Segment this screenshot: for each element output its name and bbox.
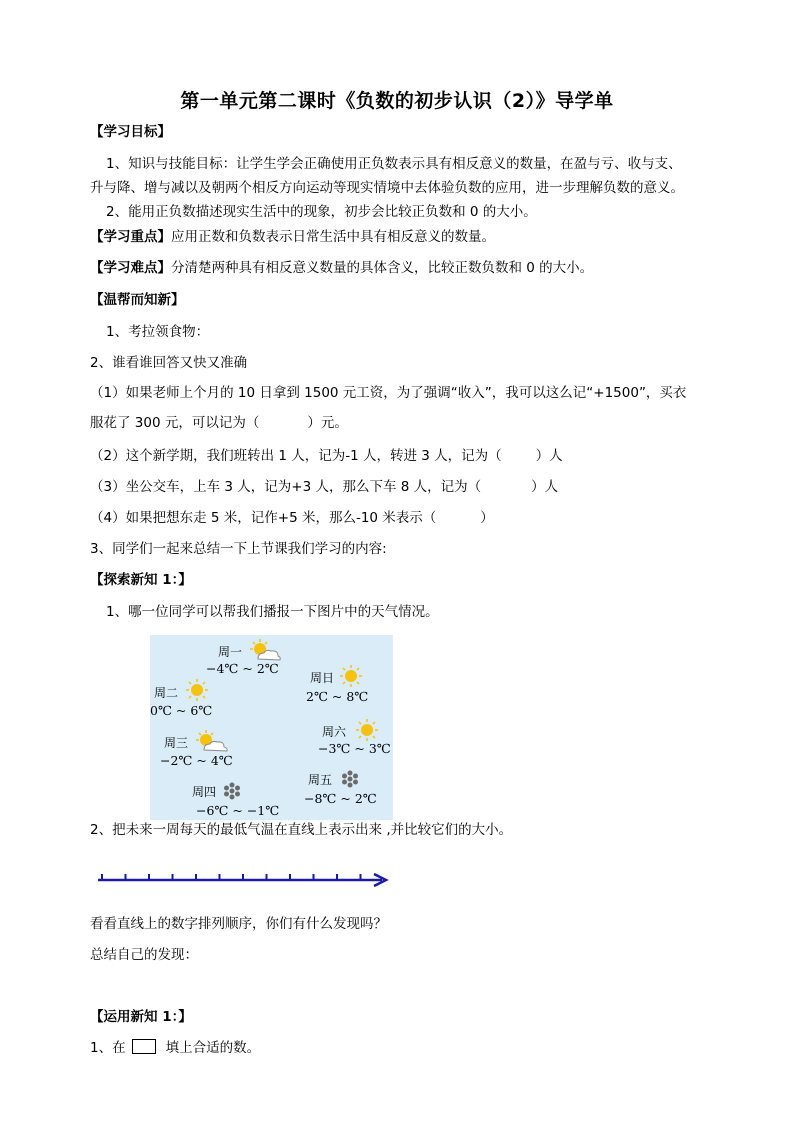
snowflake-icon — [340, 769, 360, 789]
explore-heading: 【探索新知 1：】 — [90, 572, 192, 588]
answer-box[interactable] — [132, 1039, 156, 1054]
q2-1-text-b: ）元。 — [307, 415, 348, 431]
weather-picture — [150, 635, 393, 820]
explore-observe: 看看直线上的数字排列顺序，你们有什么发现吗？ — [90, 916, 387, 932]
sun-icon — [186, 679, 208, 701]
sun-cloud-icon — [194, 730, 230, 754]
q2-3-text-b: ）人 — [531, 479, 559, 495]
review-q2: 2、谁看谁回答又快又准确 — [90, 355, 248, 371]
page-title: 第一单元第二课时《负数的初步认识（2）》导学单 — [180, 90, 614, 112]
explore-summary: 总结自己的发现： — [90, 947, 198, 963]
key-point-heading: 【学习重点】 — [90, 229, 171, 245]
weather-temp: −3℃ ~ 3℃ — [318, 741, 391, 756]
apply-heading: 【运用新知 1：】 — [90, 1009, 192, 1025]
review-q2-2 — [90, 446, 563, 466]
apply-q1-text-b: 填上合适的数。 — [165, 1040, 261, 1056]
weather-day: 周二 — [154, 686, 179, 700]
goal-1-line-2: 升与降、增与减以及朝两个相反方向运动等现实情境中去体验负数的应用，进一步理解负数的意义。 — [90, 180, 684, 196]
snowflake-icon — [222, 781, 242, 801]
sun-cloud-icon — [248, 639, 282, 663]
weather-day: 周三 — [164, 736, 189, 750]
explore-q1: 1、哪一位同学可以帮我们播报一下图片中的天气情况。 — [106, 604, 439, 620]
goals-heading: 【学习目标】 — [90, 124, 171, 140]
sun-icon — [340, 665, 362, 687]
explore-q2: 2、把未来一周每天的最低气温在直线上表示出来 ,并比较它们的大小。 — [90, 822, 513, 838]
difficulty-heading: 【学习难点】 — [90, 260, 171, 276]
review-q3: 3、同学们一起来总结一下上节课我们学习的内容: — [90, 541, 387, 557]
review-q1: 1、考拉领食物： — [106, 324, 210, 340]
difficulty — [90, 258, 593, 278]
weather-temp: −2℃ ~ 4℃ — [160, 753, 233, 768]
goal-2: 2、能用正负数描述现实生活中的现象，初步会比较正负数和 0 的大小。 — [106, 204, 537, 220]
review-q2-4 — [90, 508, 494, 528]
weather-temp: −8℃ ~ 2℃ — [304, 791, 377, 806]
key-point-text: 应用正数和负数表示日常生活中具有相反意义的数量。 — [171, 229, 495, 245]
weather-day: 周四 — [192, 785, 217, 799]
q2-2-text-a: （2）这个新学期，我们班转出 1 人，记为-1 人，转进 3 人，记为（ — [90, 448, 502, 464]
weather-day: 周日 — [310, 671, 335, 685]
weather-day: 周六 — [322, 725, 347, 739]
weather-day: 周五 — [308, 773, 333, 787]
sun-icon — [356, 719, 378, 741]
q2-4-text-a: （4）如果把想东走 5 米，记作+5 米，那么-10 米表示（ — [90, 510, 437, 526]
key-point — [90, 227, 495, 247]
q2-1-text-a: 服花了 300 元，可以记为（ — [90, 415, 260, 431]
apply-q1-text-a: 1、在 — [90, 1040, 126, 1056]
review-heading: 【温帮而知新】 — [90, 292, 185, 308]
review-q2-1-line-2 — [90, 413, 348, 433]
difficulty-text: 分清楚两种具有相反意义数量的具体含义，比较正数负数和 0 的大小。 — [171, 260, 594, 276]
q2-4-text-b: ） — [480, 510, 494, 526]
q2-2-text-b: ）人 — [535, 448, 563, 464]
weather-temp: −4℃ ~ 2℃ — [206, 661, 279, 676]
apply-q1 — [90, 1038, 260, 1058]
weather-temp: −6℃ ~ −1℃ — [196, 803, 280, 818]
number-line — [96, 868, 392, 892]
weather-temp: 0℃ ~ 6℃ — [150, 703, 213, 718]
review-q2-1-line-1: （1）如果老师上个月的 10 日拿到 1500 元工资，为了强调“收入”，我可以这么记“+1500”，买衣 — [90, 385, 687, 401]
q2-3-text-a: （3）坐公交车，上车 3 人，记为+3 人，那么下车 8 人，记为（ — [90, 479, 482, 495]
weather-day: 周一 — [218, 645, 243, 659]
review-q2-3 — [90, 477, 558, 497]
weather-temp: 2℃ ~ 8℃ — [306, 689, 369, 704]
goal-1-line-1: 1、知识与技能目标：让学生学会正确使用正负数表示具有相反意义的数量，在盈与亏、收与支、 — [106, 156, 682, 172]
